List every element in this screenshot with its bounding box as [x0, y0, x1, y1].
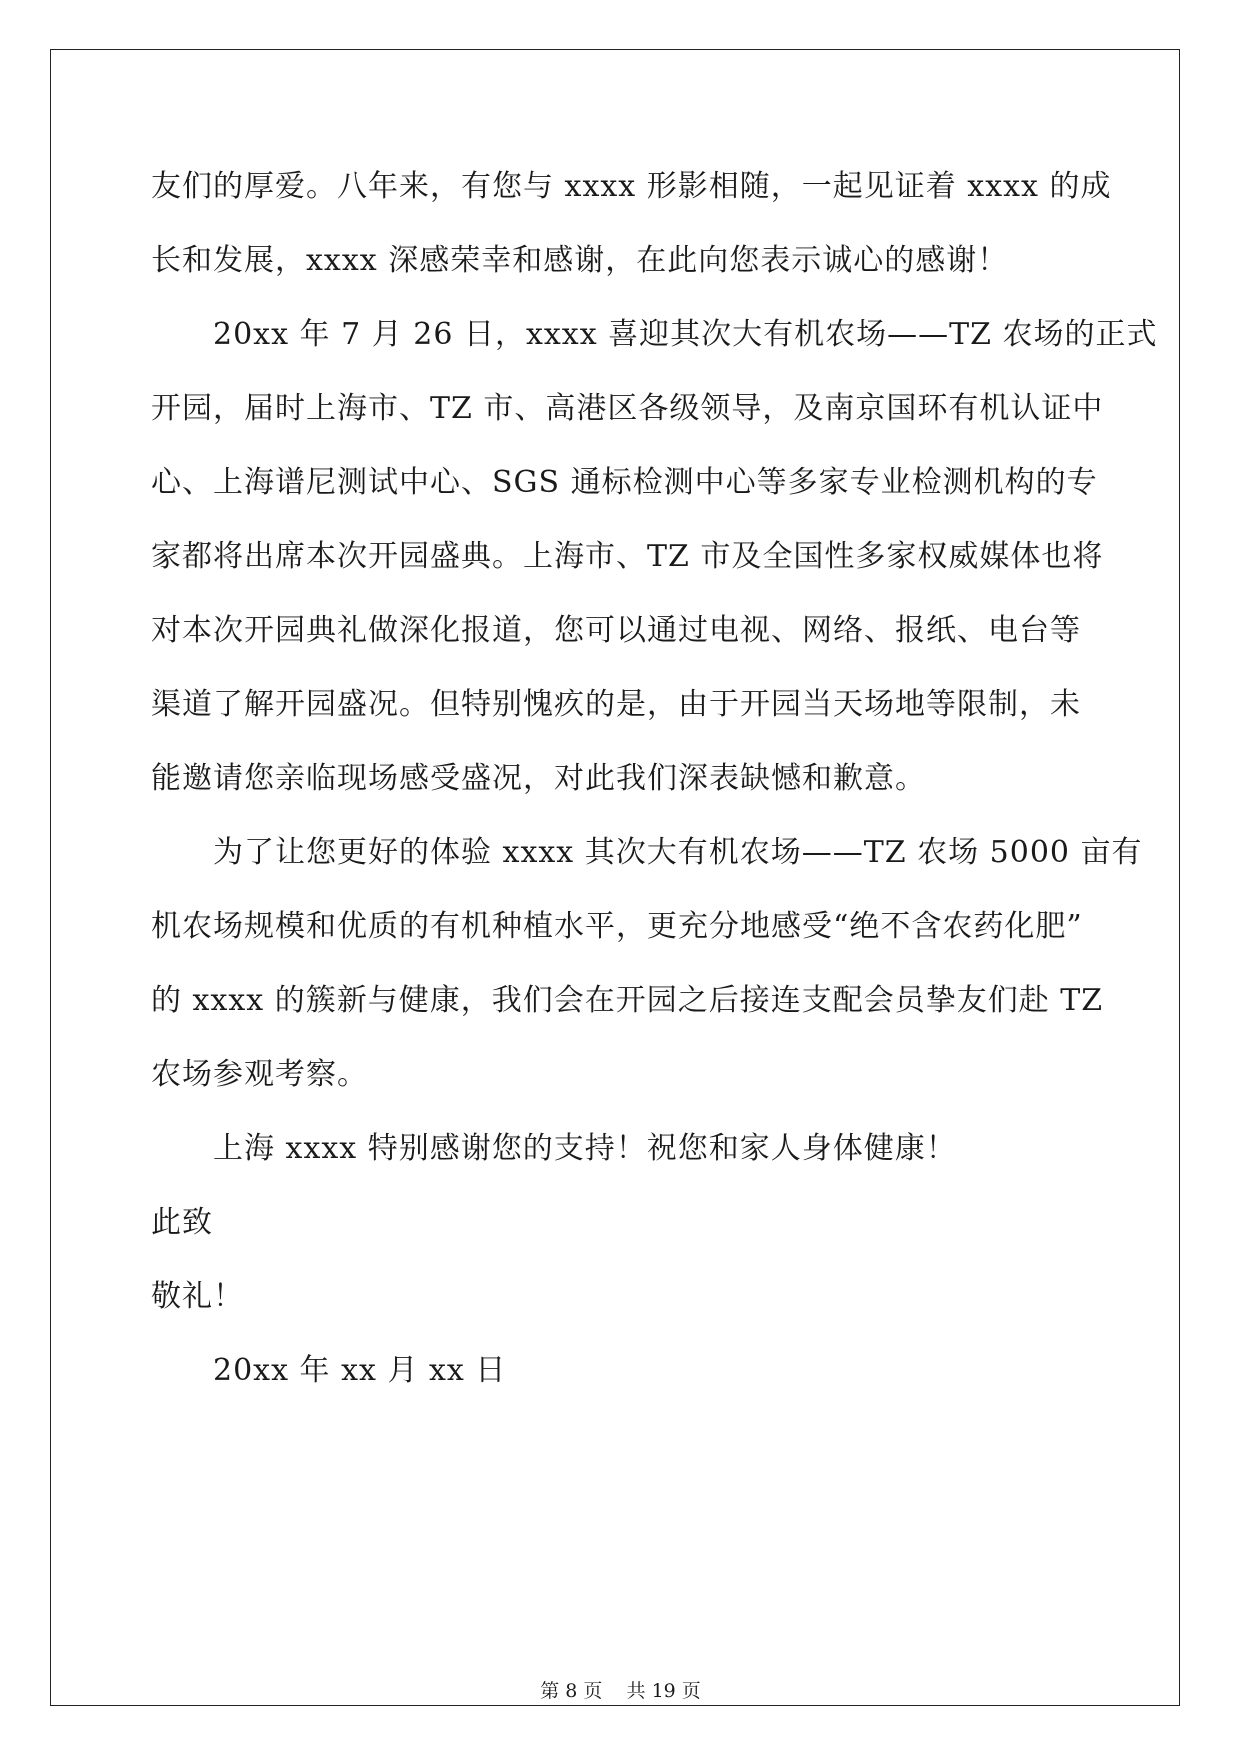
text-line: 农场参观考察。	[151, 1057, 368, 1092]
text-line: 为了让您更好的体验 xxxx 其次大有机农场——TZ 农场 5000 亩有	[213, 835, 1143, 870]
text-line: 上海 xxxx 特别感谢您的支持！祝您和家人身体健康！	[213, 1131, 957, 1166]
text-line: 20xx 年 7 月 26 日，xxxx 喜迎其次大有机农场——TZ 农场的正式	[213, 317, 1158, 352]
text-line: 渠道了解开园盛况。但特别愧疚的是，由于开园当天场地等限制，未	[151, 687, 1081, 722]
text-line: 此致	[151, 1205, 213, 1240]
text-line: 机农场规模和优质的有机种植水平，更充分地感受“绝不含农药化肥”	[151, 909, 1083, 944]
text-line: 20xx 年 xx 月 xx 日	[213, 1353, 507, 1388]
document-body	[151, 166, 1158, 1424]
text-line: 家都将出席本次开园盛典。上海市、TZ 市及全国性多家权威媒体也将	[151, 539, 1104, 574]
text-line: 开园，届时上海市、TZ 市、高港区各级领导，及南京国环有机认证中	[151, 391, 1104, 426]
text-line: 长和发展，xxxx 深感荣幸和感谢，在此向您表示诚心的感谢！	[151, 243, 1009, 278]
text-line: 心、上海谱尼测试中心、SGS 通标检测中心等多家专业检测机构的专	[151, 465, 1098, 500]
text-line: 的 xxxx 的簇新与健康，我们会在开园之后接连支配会员挚友们赴 TZ	[151, 983, 1104, 1018]
page-number-label: 第 8 页 共 19 页	[540, 1680, 701, 1702]
page-footer	[0, 1679, 1241, 1703]
text-line: 敬礼！	[151, 1279, 244, 1314]
text-line: 对本次开园典礼做深化报道，您可以通过电视、网络、报纸、电台等	[151, 613, 1081, 648]
text-line: 能邀请您亲临现场感受盛况，对此我们深表缺憾和歉意。	[151, 761, 926, 796]
text-line: 友们的厚爱。八年来，有您与 xxxx 形影相随，一起见证着 xxxx 的成	[151, 169, 1112, 204]
